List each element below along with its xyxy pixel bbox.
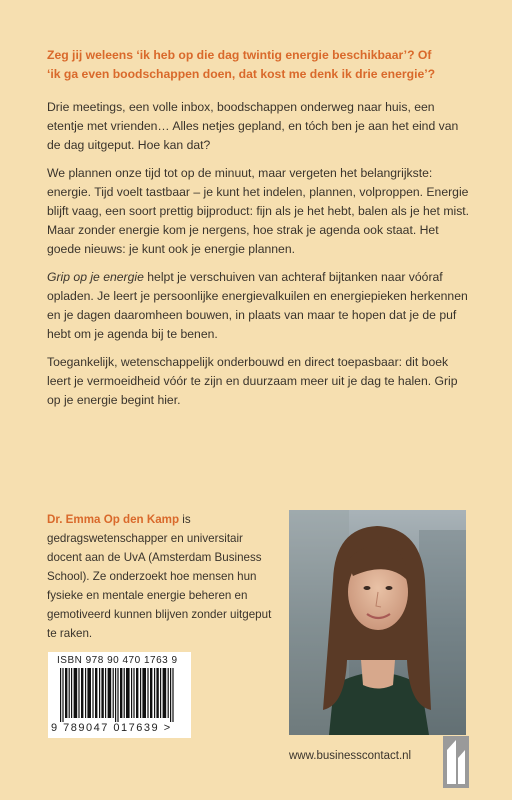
barcode-digits: 9 789047 017639 >	[51, 722, 172, 734]
author-photo	[289, 510, 466, 735]
intro-quote	[47, 46, 467, 84]
blurb-paragraph-3	[47, 268, 472, 344]
isbn-barcode	[48, 652, 191, 738]
isbn-label: ISBN 978 90 470 1763 9	[57, 655, 178, 666]
publisher-website: www.businesscontact.nl	[289, 750, 412, 762]
blurb-paragraph-1: Drie meetings, een volle inbox, boodschappen onderweg naar huis, een etentje met vrienden… Alles netjes gepland, en tóch ben je aan het eind van de dag uitgeput. Hoe kan dat?	[47, 100, 459, 152]
blurb-paragraph-3-rest: helpt je verschuiven van achteraf bijtanken naar vóóraf opladen. Je leert je persoonlijke energievalkuilen en energiepieken herkennen en je dagen daaromheen bouwen, in plaats van maar te hopen dat je de puf hebt om je agenda bij te benen.	[47, 270, 468, 341]
barcode-bars	[60, 668, 178, 722]
book-title-inline: Grip op je energie	[47, 270, 144, 284]
author-bio	[47, 510, 279, 643]
intro-line-2: ‘ik ga even boodschappen doen, dat kost me denk ik drie energie’?	[47, 67, 436, 81]
publisher-logo-icon	[443, 736, 469, 788]
author-name: Dr. Emma Op den Kamp	[47, 513, 180, 526]
intro-line-1: Zeg jij weleens ‘ik heb op die dag twintig energie beschikbaar’? Of	[47, 48, 432, 62]
blurb-paragraph-4: Toegankelijk, wetenschappelijk onderbouwd en direct toepasbaar: dit boek leert je vermoeidheid vóór te zijn en duurzaam meer uit je dag te halen. Grip op je energie begint hier.	[47, 355, 458, 407]
author-bio-text: is gedragswetenschapper en universitair docent aan de UvA (Amsterdam Business School). Ze onderzoekt hoe mensen hun fysieke en mentale energie beheren en gemotiveerd kunnen blijven zonder uitgeput te raken.	[47, 513, 272, 640]
blurb	[47, 98, 472, 419]
blurb-paragraph-2: We plannen onze tijd tot op de minuut, maar vergeten het belangrijkste: energie. Tijd voelt tastbaar – je kunt het indelen, plannen, volproppen. Energie blijft vaag, een soort prettig bijproduct: fijn als je het hebt, balen als je het mist. Maar zonder energie kom je nergens, hoe strak je agenda ook staat. Het goede nieuws: je kunt ook je energie plannen.	[47, 166, 470, 256]
